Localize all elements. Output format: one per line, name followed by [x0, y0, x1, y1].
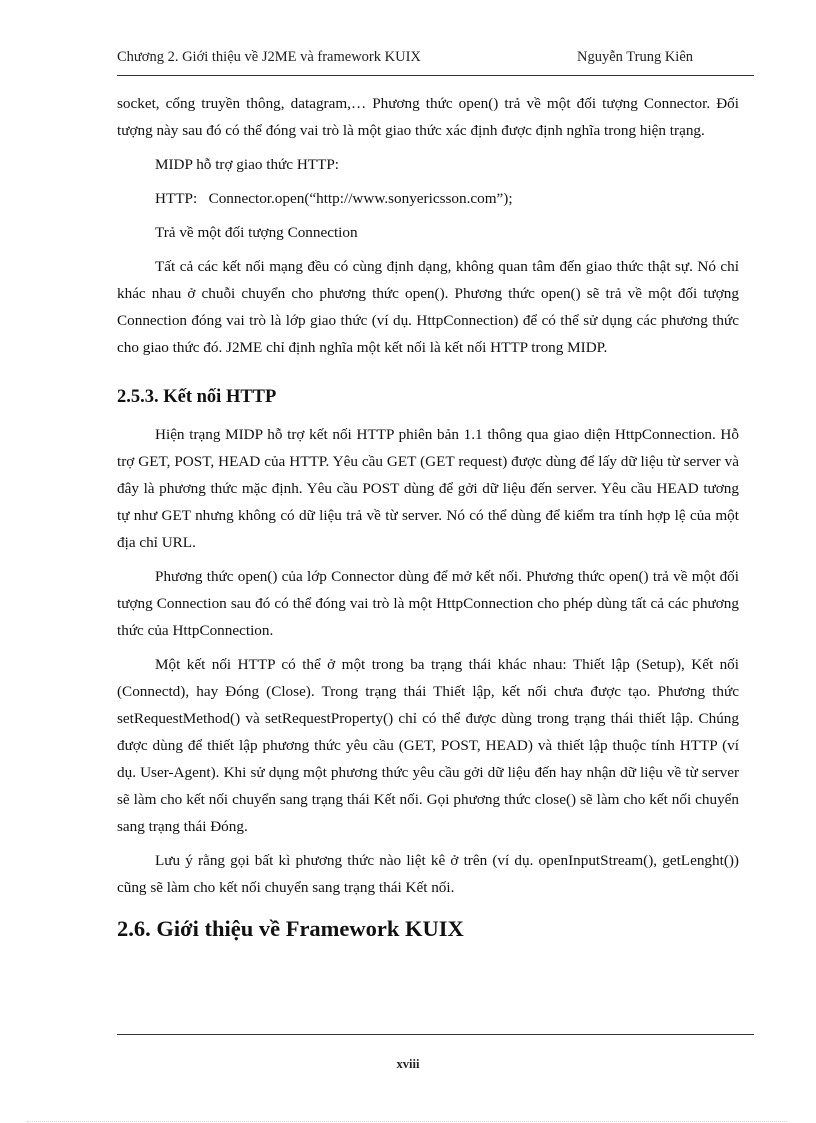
paragraph-open-method: Phương thức open() của lớp Connector dùng để mở kết nối. Phương thức open() trả về một đối tượng Connection sau đó có thể đóng vai trò là một HttpConnection cho phép dùng tất cả các phương thức của HttpConnection. — [117, 568, 739, 639]
footer-rule — [117, 1034, 754, 1035]
section-heading-2-6: 2.6. Giới thiệu về Framework KUIX — [117, 916, 464, 941]
header-rule — [117, 75, 754, 76]
line-returns-connection: Trả về một đối tượng Connection — [155, 224, 358, 241]
paragraph-connection-states: Một kết nối HTTP có thể ở một trong ba trạng thái khác nhau: Thiết lập (Setup), Kết nối (Connectd), hay Đóng (Close). Trong trạng thái Thiết lập, kết nối chưa được tạo. Phương thức setRequestMethod() và setRequestProperty() chỉ có thể được dùng trong trạng thái thiết lập. Chúng được dùng để thiết lập phương thức yêu cầu (GET, POST, HEAD) và thiết lập thuộc tính HTTP (ví dụ. User-Agent). Khi sử dụng một phương thức yêu cầu gởi dữ liệu đến hay nhận dữ liệu về từ server sẽ làm cho kết nối chuyển sang trạng thái Kết nối. Gọi phương thức close() sẽ làm cho kết nối chuyển sang trạng thái Đóng. — [117, 656, 739, 835]
line-http-example: HTTP: Connector.open(“http://www.sonyericsson.com”); — [155, 190, 513, 207]
running-header — [117, 49, 754, 71]
header-chapter-title: Chương 2. Giới thiệu về J2ME và framework KUIX — [117, 49, 421, 65]
paragraph-connector: socket, cổng truyền thông, datagram,… Phương thức open() trả về một đối tượng Connector. Đối tượng này sau đó có thể đóng vai trò là một giao thức xác định được định nghĩa trong hiện trạng. — [117, 95, 739, 139]
page-edge-dotted-line — [27, 1121, 787, 1122]
page-body — [117, 90, 739, 943]
paragraph-network-connections: Tất cả các kết nối mạng đều có cùng định dạng, không quan tâm đến giao thức thật sự. Nó chỉ khác nhau ở chuỗi chuyển cho phương thức open(). Phương thức open() sẽ trả về một đối tượng Connection đóng vai trò là lớp giao thức (ví dụ. HttpConnection) để có thể sử dụng các phương thức cho giao thức đó. J2ME chỉ định nghĩa một kết nối là kết nối HTTP trong MIDP. — [117, 258, 739, 356]
header-author: Nguyễn Trung Kiên — [577, 49, 694, 65]
paragraph-note: Lưu ý rằng gọi bất kì phương thức nào liệt kê ở trên (ví dụ. openInputStream(), getLenght()) cũng sẽ làm cho kết nối chuyển sang trạng thái Kết nối. — [117, 852, 739, 896]
page-number: xviii — [396, 1057, 420, 1071]
section-heading-2-5-3: 2.5.3. Kết nối HTTP — [117, 387, 277, 407]
line-midp-http: MIDP hỗ trợ giao thức HTTP: — [155, 156, 340, 173]
paragraph-http-support: Hiện trạng MIDP hỗ trợ kết nối HTTP phiên bản 1.1 thông qua giao diện HttpConnection. Hỗ trợ GET, POST, HEAD của HTTP. Yêu cầu GET (GET request) được dùng để lấy dữ liệu từ server và đây là phương thức mặc định. Yêu cầu POST dùng để gởi dữ liệu đến server. Yêu cầu HEAD tương tự như GET nhưng không có dữ liệu trả về từ server. Nó có thể dùng để kiểm tra tính hợp lệ của một địa chỉ URL. — [117, 426, 739, 551]
